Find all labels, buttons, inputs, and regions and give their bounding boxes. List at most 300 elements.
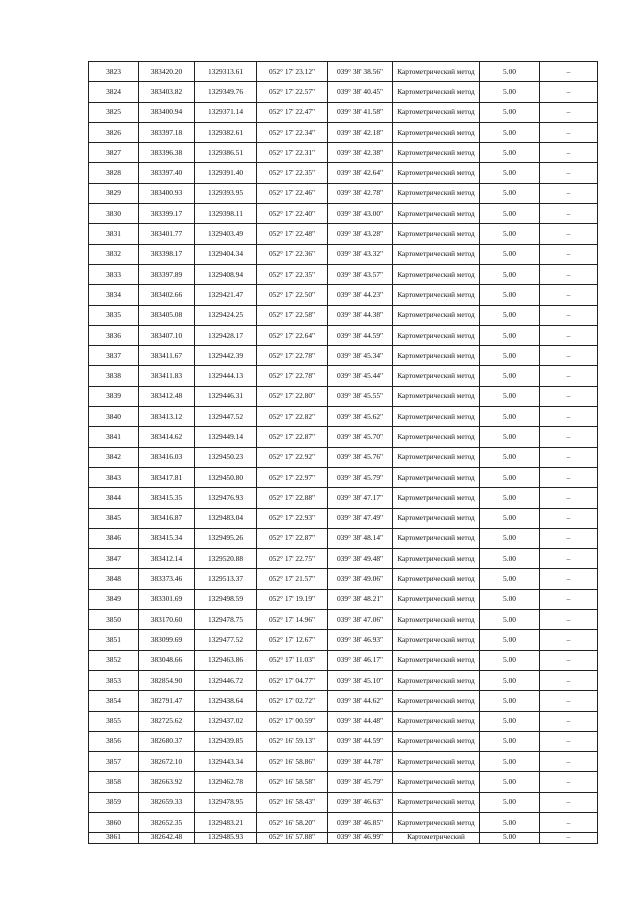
latitude-cell: 052° 17' 22.87" (257, 528, 328, 548)
longitude-cell: 039° 38' 44.48" (328, 711, 393, 731)
coordinate-x-cell: 383301.69 (139, 589, 195, 609)
latitude-cell: 052° 17' 22.47" (257, 102, 328, 122)
longitude-cell: 039° 38' 45.62" (328, 407, 393, 427)
latitude-cell: 052° 16' 58.20" (257, 812, 328, 832)
note-cell: – (540, 204, 598, 224)
method-cell: Картометрический метод (393, 467, 480, 487)
table-row (89, 447, 598, 467)
coordinate-x-cell: 383414.62 (139, 427, 195, 447)
method-cell: Картометрический метод (393, 62, 480, 82)
note-cell: – (540, 549, 598, 569)
note-cell: – (540, 143, 598, 163)
point-number-cell: 3836 (89, 325, 139, 345)
latitude-cell: 052° 17' 00.59" (257, 711, 328, 731)
longitude-cell: 039° 38' 49.06" (328, 569, 393, 589)
accuracy-cell: 5.00 (480, 285, 540, 305)
longitude-cell: 039° 38' 45.44" (328, 366, 393, 386)
point-number-cell: 3826 (89, 122, 139, 142)
coordinate-y-cell: 1329462.78 (195, 772, 257, 792)
point-number-cell: 3841 (89, 427, 139, 447)
coordinate-x-cell: 383396.38 (139, 143, 195, 163)
longitude-cell: 039° 38' 41.58" (328, 102, 393, 122)
table-row (89, 204, 598, 224)
accuracy-cell: 5.00 (480, 610, 540, 630)
method-cell: Картометрический метод (393, 122, 480, 142)
longitude-cell: 039° 38' 45.34" (328, 346, 393, 366)
coordinate-y-cell: 1329495.26 (195, 528, 257, 548)
coordinate-y-cell: 1329421.47 (195, 285, 257, 305)
accuracy-cell: 5.00 (480, 82, 540, 102)
latitude-cell: 052° 17' 22.48" (257, 224, 328, 244)
table-row (89, 407, 598, 427)
accuracy-cell: 5.00 (480, 488, 540, 508)
table-row (89, 731, 598, 751)
table-row (89, 812, 598, 832)
coordinate-y-cell: 1329450.80 (195, 467, 257, 487)
table-row (89, 833, 598, 844)
longitude-cell: 039° 38' 45.10" (328, 670, 393, 690)
longitude-cell: 039° 38' 42.18" (328, 122, 393, 142)
method-cell: Картометрический метод (393, 752, 480, 772)
coordinate-y-cell: 1329404.34 (195, 244, 257, 264)
latitude-cell: 052° 17' 22.36" (257, 244, 328, 264)
point-number-cell: 3832 (89, 244, 139, 264)
point-number-cell: 3834 (89, 285, 139, 305)
point-number-cell: 3855 (89, 711, 139, 731)
coordinate-y-cell: 1329439.85 (195, 731, 257, 751)
coordinate-y-cell: 1329450.23 (195, 447, 257, 467)
longitude-cell: 039° 38' 44.59" (328, 325, 393, 345)
note-cell: – (540, 630, 598, 650)
table-row (89, 325, 598, 345)
note-cell: – (540, 731, 598, 751)
table-row (89, 244, 598, 264)
accuracy-cell: 5.00 (480, 366, 540, 386)
point-number-cell: 3861 (89, 833, 139, 844)
longitude-cell: 039° 38' 45.79" (328, 772, 393, 792)
note-cell: – (540, 82, 598, 102)
accuracy-cell: 5.00 (480, 589, 540, 609)
latitude-cell: 052° 17' 19.19" (257, 589, 328, 609)
note-cell: – (540, 325, 598, 345)
coordinate-x-cell: 383400.93 (139, 183, 195, 203)
coordinate-y-cell: 1329408.94 (195, 264, 257, 284)
point-number-cell: 3838 (89, 366, 139, 386)
point-number-cell: 3824 (89, 82, 139, 102)
method-cell: Картометрический метод (393, 528, 480, 548)
accuracy-cell: 5.00 (480, 711, 540, 731)
coordinate-y-cell: 1329437.02 (195, 711, 257, 731)
latitude-cell: 052° 17' 22.78" (257, 346, 328, 366)
note-cell: – (540, 407, 598, 427)
table-row (89, 691, 598, 711)
coordinate-x-cell: 383415.34 (139, 528, 195, 548)
longitude-cell: 039° 38' 42.64" (328, 163, 393, 183)
accuracy-cell: 5.00 (480, 772, 540, 792)
latitude-cell: 052° 17' 22.97" (257, 467, 328, 487)
accuracy-cell: 5.00 (480, 325, 540, 345)
point-number-cell: 3825 (89, 102, 139, 122)
longitude-cell: 039° 38' 44.62" (328, 691, 393, 711)
note-cell: – (540, 447, 598, 467)
method-cell: Картометрический метод (393, 183, 480, 203)
point-number-cell: 3850 (89, 610, 139, 630)
note-cell: – (540, 346, 598, 366)
method-cell: Картометрический метод (393, 711, 480, 731)
latitude-cell: 052° 17' 22.46" (257, 183, 328, 203)
accuracy-cell: 5.00 (480, 122, 540, 142)
coordinate-y-cell: 1329449.14 (195, 427, 257, 447)
longitude-cell: 039° 38' 44.78" (328, 752, 393, 772)
coordinates-table-body (89, 62, 598, 844)
method-cell: Картометрический метод (393, 630, 480, 650)
method-cell: Картометрический метод (393, 305, 480, 325)
note-cell: – (540, 528, 598, 548)
table-row (89, 711, 598, 731)
coordinate-x-cell: 383411.67 (139, 346, 195, 366)
method-cell: Картометрический метод (393, 488, 480, 508)
method-cell: Картометрический метод (393, 407, 480, 427)
method-cell: Картометрический метод (393, 610, 480, 630)
coordinate-x-cell: 382663.92 (139, 772, 195, 792)
latitude-cell: 052° 17' 22.64" (257, 325, 328, 345)
note-cell: – (540, 670, 598, 690)
coordinates-table (88, 61, 598, 844)
method-cell: Картометрический метод (393, 772, 480, 792)
method-cell: Картометрический метод (393, 204, 480, 224)
accuracy-cell: 5.00 (480, 569, 540, 589)
method-cell: Картометрический метод (393, 143, 480, 163)
table-row (89, 650, 598, 670)
coordinate-x-cell: 383170.60 (139, 610, 195, 630)
longitude-cell: 039° 38' 46.99" (328, 833, 393, 844)
longitude-cell: 039° 38' 43.32" (328, 244, 393, 264)
point-number-cell: 3833 (89, 264, 139, 284)
accuracy-cell: 5.00 (480, 792, 540, 812)
longitude-cell: 039° 38' 47.49" (328, 508, 393, 528)
coordinate-y-cell: 1329442.39 (195, 346, 257, 366)
longitude-cell: 039° 38' 45.55" (328, 386, 393, 406)
table-row (89, 346, 598, 366)
point-number-cell: 3846 (89, 528, 139, 548)
longitude-cell: 039° 38' 43.00" (328, 204, 393, 224)
method-cell: Картометрический метод (393, 670, 480, 690)
coordinate-x-cell: 382680.37 (139, 731, 195, 751)
coordinate-x-cell: 383411.83 (139, 366, 195, 386)
coordinate-y-cell: 1329403.49 (195, 224, 257, 244)
table-row (89, 528, 598, 548)
note-cell: – (540, 264, 598, 284)
coordinate-x-cell: 382652.35 (139, 812, 195, 832)
table-row (89, 488, 598, 508)
point-number-cell: 3853 (89, 670, 139, 690)
latitude-cell: 052° 17' 23.12" (257, 62, 328, 82)
table-row (89, 183, 598, 203)
note-cell: – (540, 610, 598, 630)
coordinate-x-cell: 383415.35 (139, 488, 195, 508)
table-row (89, 102, 598, 122)
longitude-cell: 039° 38' 44.59" (328, 731, 393, 751)
table-row (89, 610, 598, 630)
table-row (89, 285, 598, 305)
point-number-cell: 3827 (89, 143, 139, 163)
method-cell: Картометрический метод (393, 569, 480, 589)
coordinate-x-cell: 383398.17 (139, 244, 195, 264)
table-row (89, 143, 598, 163)
coordinate-y-cell: 1329349.76 (195, 82, 257, 102)
coordinate-x-cell: 383373.46 (139, 569, 195, 589)
coordinate-y-cell: 1329371.14 (195, 102, 257, 122)
table-row (89, 386, 598, 406)
latitude-cell: 052° 17' 22.92" (257, 447, 328, 467)
note-cell: – (540, 386, 598, 406)
note-cell: – (540, 812, 598, 832)
table-row (89, 305, 598, 325)
point-number-cell: 3844 (89, 488, 139, 508)
point-number-cell: 3856 (89, 731, 139, 751)
accuracy-cell: 5.00 (480, 731, 540, 751)
longitude-cell: 039° 38' 46.85" (328, 812, 393, 832)
method-cell: Картометрический метод (393, 264, 480, 284)
latitude-cell: 052° 17' 22.78" (257, 366, 328, 386)
longitude-cell: 039° 38' 47.06" (328, 610, 393, 630)
accuracy-cell: 5.00 (480, 244, 540, 264)
accuracy-cell: 5.00 (480, 752, 540, 772)
latitude-cell: 052° 16' 59.13" (257, 731, 328, 751)
table-row (89, 163, 598, 183)
note-cell: – (540, 285, 598, 305)
method-cell: Картометрический метод (393, 325, 480, 345)
coordinate-y-cell: 1329513.37 (195, 569, 257, 589)
coordinate-x-cell: 382854.90 (139, 670, 195, 690)
coordinate-x-cell: 383401.77 (139, 224, 195, 244)
table-row (89, 589, 598, 609)
accuracy-cell: 5.00 (480, 427, 540, 447)
note-cell: – (540, 183, 598, 203)
method-cell: Картометрический метод (393, 792, 480, 812)
latitude-cell: 052° 17' 22.88" (257, 488, 328, 508)
latitude-cell: 052° 17' 22.34" (257, 122, 328, 142)
longitude-cell: 039° 38' 46.63" (328, 792, 393, 812)
accuracy-cell: 5.00 (480, 386, 540, 406)
note-cell: – (540, 244, 598, 264)
method-cell: Картометрический метод (393, 224, 480, 244)
longitude-cell: 039° 38' 45.76" (328, 447, 393, 467)
coordinate-y-cell: 1329428.17 (195, 325, 257, 345)
point-number-cell: 3828 (89, 163, 139, 183)
longitude-cell: 039° 38' 48.21" (328, 589, 393, 609)
accuracy-cell: 5.00 (480, 549, 540, 569)
coordinate-y-cell: 1329476.93 (195, 488, 257, 508)
coordinate-y-cell: 1329386.51 (195, 143, 257, 163)
point-number-cell: 3843 (89, 467, 139, 487)
point-number-cell: 3831 (89, 224, 139, 244)
note-cell: – (540, 305, 598, 325)
accuracy-cell: 5.00 (480, 346, 540, 366)
coordinate-x-cell: 383099.69 (139, 630, 195, 650)
coordinate-y-cell: 1329483.04 (195, 508, 257, 528)
accuracy-cell: 5.00 (480, 447, 540, 467)
coordinate-x-cell: 383417.81 (139, 467, 195, 487)
coordinate-y-cell: 1329520.88 (195, 549, 257, 569)
coordinate-x-cell: 382642.48 (139, 833, 195, 844)
method-cell: Картометрический метод (393, 82, 480, 102)
point-number-cell: 3837 (89, 346, 139, 366)
note-cell: – (540, 792, 598, 812)
coordinate-x-cell: 383405.08 (139, 305, 195, 325)
coordinate-y-cell: 1329483.21 (195, 812, 257, 832)
point-number-cell: 3839 (89, 386, 139, 406)
accuracy-cell: 5.00 (480, 143, 540, 163)
table-row (89, 122, 598, 142)
note-cell: – (540, 833, 598, 844)
note-cell: – (540, 752, 598, 772)
table-row (89, 792, 598, 812)
accuracy-cell: 5.00 (480, 670, 540, 690)
method-cell: Картометрический метод (393, 427, 480, 447)
coordinate-y-cell: 1329393.95 (195, 183, 257, 203)
point-number-cell: 3849 (89, 589, 139, 609)
coordinate-x-cell: 383400.94 (139, 102, 195, 122)
accuracy-cell: 5.00 (480, 528, 540, 548)
point-number-cell: 3823 (89, 62, 139, 82)
note-cell: – (540, 102, 598, 122)
coordinate-y-cell: 1329313.61 (195, 62, 257, 82)
coordinate-y-cell: 1329444.13 (195, 366, 257, 386)
latitude-cell: 052° 17' 22.75" (257, 549, 328, 569)
longitude-cell: 039° 38' 46.93" (328, 630, 393, 650)
accuracy-cell: 5.00 (480, 691, 540, 711)
method-cell: Картометрический метод (393, 447, 480, 467)
table-row (89, 427, 598, 447)
point-number-cell: 3851 (89, 630, 139, 650)
point-number-cell: 3840 (89, 407, 139, 427)
coordinate-x-cell: 383416.03 (139, 447, 195, 467)
table-row (89, 264, 598, 284)
method-cell: Картометрический метод (393, 163, 480, 183)
latitude-cell: 052° 17' 22.57" (257, 82, 328, 102)
accuracy-cell: 5.00 (480, 305, 540, 325)
coordinate-y-cell: 1329446.72 (195, 670, 257, 690)
table-row (89, 630, 598, 650)
coordinate-y-cell: 1329478.75 (195, 610, 257, 630)
latitude-cell: 052° 17' 22.93" (257, 508, 328, 528)
latitude-cell: 052° 16' 58.43" (257, 792, 328, 812)
table-row (89, 670, 598, 690)
point-number-cell: 3842 (89, 447, 139, 467)
coordinate-x-cell: 383413.12 (139, 407, 195, 427)
note-cell: – (540, 691, 598, 711)
point-number-cell: 3829 (89, 183, 139, 203)
coordinate-x-cell: 383397.40 (139, 163, 195, 183)
coordinate-x-cell: 383048.66 (139, 650, 195, 670)
latitude-cell: 052° 16' 57.88" (257, 833, 328, 844)
coordinate-x-cell: 383412.48 (139, 386, 195, 406)
coordinate-y-cell: 1329443.34 (195, 752, 257, 772)
note-cell: – (540, 711, 598, 731)
longitude-cell: 039° 38' 44.23" (328, 285, 393, 305)
accuracy-cell: 5.00 (480, 183, 540, 203)
accuracy-cell: 5.00 (480, 833, 540, 844)
accuracy-cell: 5.00 (480, 204, 540, 224)
coordinate-x-cell: 383420.20 (139, 62, 195, 82)
longitude-cell: 039° 38' 46.17" (328, 650, 393, 670)
latitude-cell: 052° 16' 58.86" (257, 752, 328, 772)
table-row (89, 549, 598, 569)
latitude-cell: 052° 17' 22.58" (257, 305, 328, 325)
point-number-cell: 3854 (89, 691, 139, 711)
method-cell: Картометрический метод (393, 386, 480, 406)
method-cell: Картометрический метод (393, 650, 480, 670)
method-cell: Картометрический метод (393, 244, 480, 264)
accuracy-cell: 5.00 (480, 264, 540, 284)
point-number-cell: 3847 (89, 549, 139, 569)
table-row (89, 772, 598, 792)
method-cell: Картометрический метод (393, 285, 480, 305)
coordinate-x-cell: 382659.33 (139, 792, 195, 812)
longitude-cell: 039° 38' 49.48" (328, 549, 393, 569)
coordinate-x-cell: 383416.87 (139, 508, 195, 528)
longitude-cell: 039° 38' 44.38" (328, 305, 393, 325)
point-number-cell: 3860 (89, 812, 139, 832)
coordinate-x-cell: 383399.17 (139, 204, 195, 224)
point-number-cell: 3835 (89, 305, 139, 325)
coordinate-x-cell: 383397.89 (139, 264, 195, 284)
point-number-cell: 3848 (89, 569, 139, 589)
longitude-cell: 039° 38' 40.45" (328, 82, 393, 102)
accuracy-cell: 5.00 (480, 508, 540, 528)
point-number-cell: 3858 (89, 772, 139, 792)
coordinate-y-cell: 1329382.61 (195, 122, 257, 142)
method-cell: Картометрический метод (393, 589, 480, 609)
method-cell: Картометрический метод (393, 366, 480, 386)
accuracy-cell: 5.00 (480, 467, 540, 487)
coordinate-y-cell: 1329446.31 (195, 386, 257, 406)
point-number-cell: 3845 (89, 508, 139, 528)
coordinate-y-cell: 1329424.25 (195, 305, 257, 325)
accuracy-cell: 5.00 (480, 62, 540, 82)
coordinate-x-cell: 383397.18 (139, 122, 195, 142)
accuracy-cell: 5.00 (480, 630, 540, 650)
note-cell: – (540, 650, 598, 670)
latitude-cell: 052° 17' 21.57" (257, 569, 328, 589)
latitude-cell: 052° 17' 22.35" (257, 163, 328, 183)
longitude-cell: 039° 38' 45.70" (328, 427, 393, 447)
latitude-cell: 052° 17' 22.87" (257, 427, 328, 447)
accuracy-cell: 5.00 (480, 102, 540, 122)
longitude-cell: 039° 38' 48.14" (328, 528, 393, 548)
note-cell: – (540, 508, 598, 528)
method-cell: Картометрический (393, 833, 480, 844)
coordinate-y-cell: 1329477.52 (195, 630, 257, 650)
latitude-cell: 052° 17' 22.31" (257, 143, 328, 163)
longitude-cell: 039° 38' 38.56" (328, 62, 393, 82)
coordinate-y-cell: 1329478.95 (195, 792, 257, 812)
point-number-cell: 3859 (89, 792, 139, 812)
method-cell: Картометрический метод (393, 549, 480, 569)
longitude-cell: 039° 38' 42.78" (328, 183, 393, 203)
table-row (89, 752, 598, 772)
method-cell: Картометрический метод (393, 508, 480, 528)
accuracy-cell: 5.00 (480, 407, 540, 427)
latitude-cell: 052° 17' 22.50" (257, 285, 328, 305)
coordinate-y-cell: 1329498.59 (195, 589, 257, 609)
coordinate-x-cell: 383403.82 (139, 82, 195, 102)
coordinate-y-cell: 1329398.11 (195, 204, 257, 224)
note-cell: – (540, 467, 598, 487)
table-row (89, 62, 598, 82)
latitude-cell: 052° 16' 58.58" (257, 772, 328, 792)
